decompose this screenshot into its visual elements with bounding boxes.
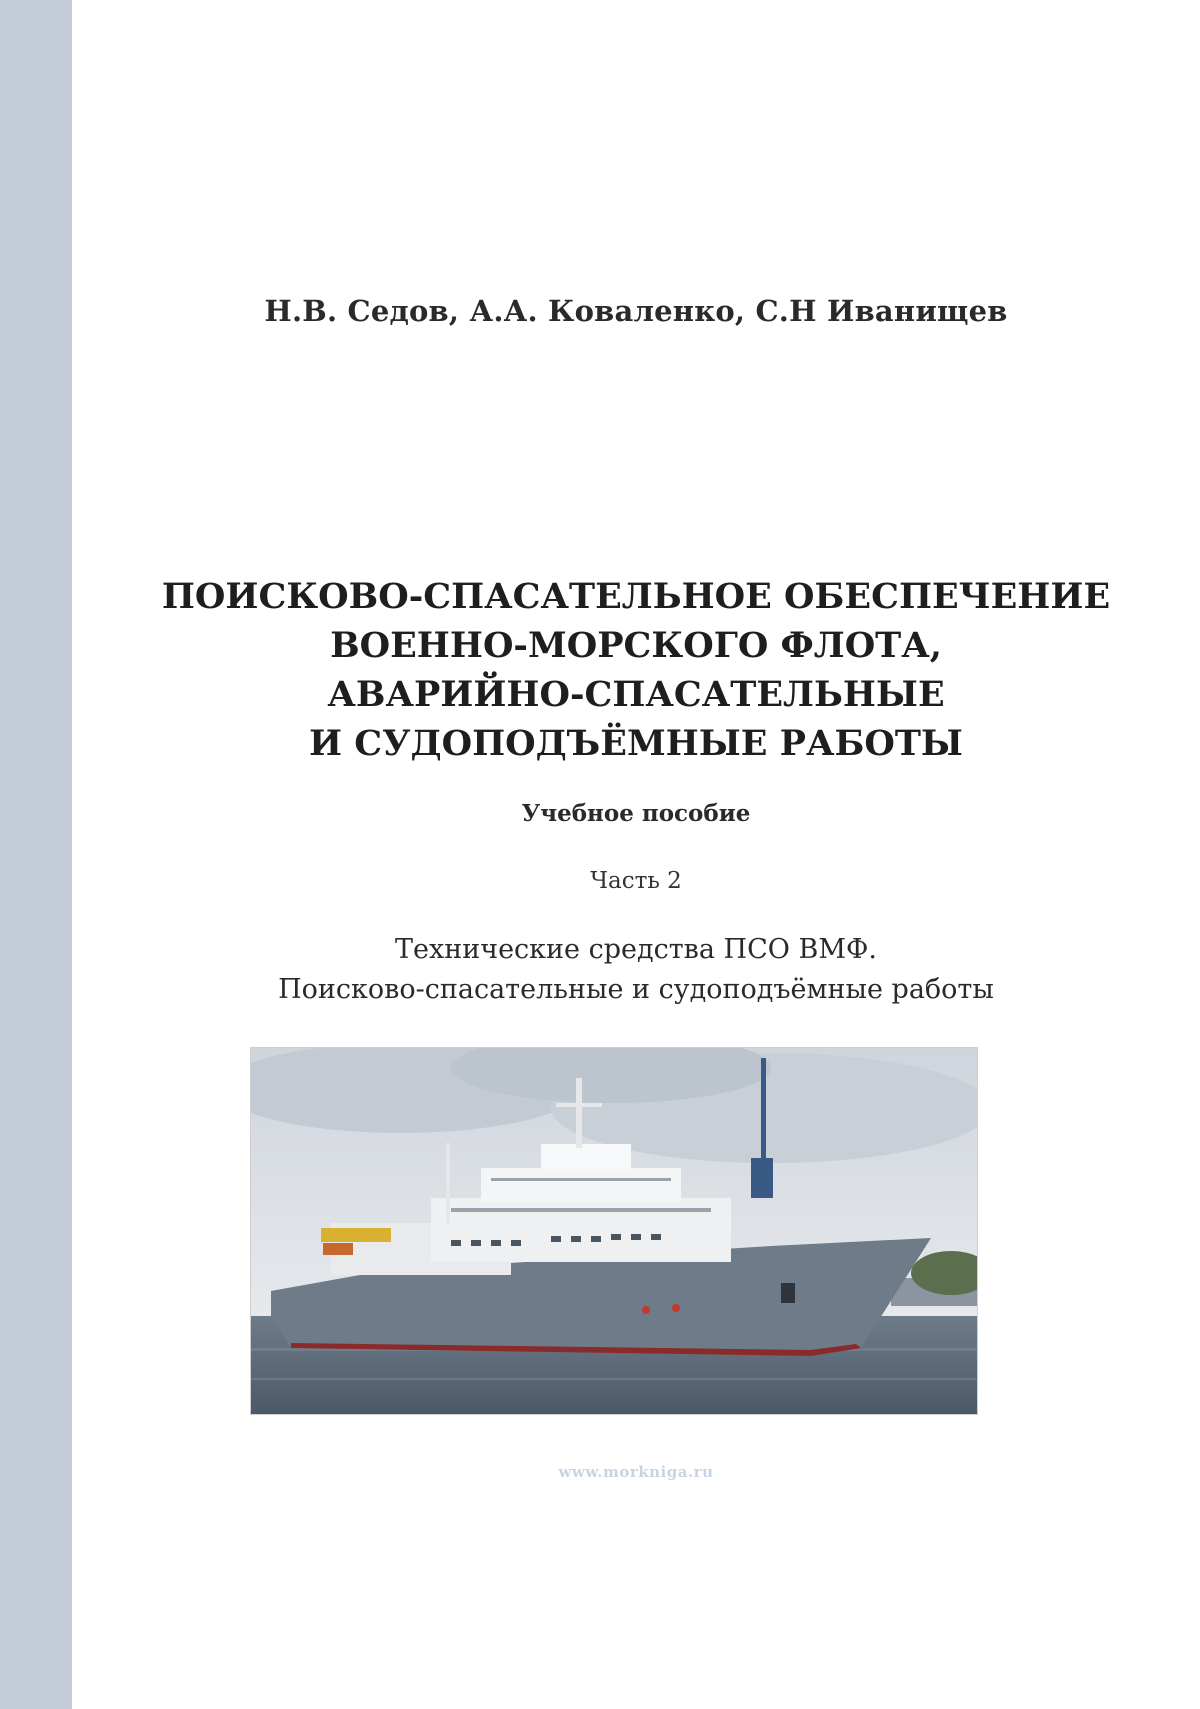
watermark: www.morkniga.ru xyxy=(558,1463,714,1481)
rescue-boat xyxy=(323,1243,353,1255)
subtitle: Учебное пособие xyxy=(521,800,751,827)
title-line: ВОЕННО-МОРСКОГО ФЛОТА, xyxy=(330,625,942,666)
part-number: Часть 2 xyxy=(590,868,682,894)
title-line: ПОИСКОВО-СПАСАТЕЛЬНОЕ ОБЕСПЕЧЕНИЕ xyxy=(161,576,1111,617)
main-mast xyxy=(576,1078,582,1148)
bridge xyxy=(541,1144,631,1170)
ship-illustration xyxy=(251,1048,977,1414)
authors: Н.В. Седов, А.А. Коваленко, С.Н Иванищев xyxy=(264,294,1008,328)
superstructure-upper xyxy=(481,1168,681,1202)
title-line: И СУДОПОДЪЁМНЫЕ РАБОТЫ xyxy=(309,723,963,764)
aft-crane xyxy=(321,1228,391,1242)
description-line: Поисково-спасательные и судоподъёмные работы xyxy=(278,974,994,1005)
cover-spine-band xyxy=(0,0,72,1709)
part-description xyxy=(72,930,1200,1010)
cover-photo-ship xyxy=(250,1047,978,1415)
ship-name-label: ИГОРЬ БЕЛОУСОВ xyxy=(623,1251,708,1261)
aft-mast xyxy=(446,1143,450,1223)
book-title xyxy=(72,572,1200,768)
title-line: АВАРИЙНО-СПАСАТЕЛЬНЫЕ xyxy=(327,674,945,715)
anchor xyxy=(781,1283,795,1303)
description-line: Технические средства ПСО ВМФ. xyxy=(395,934,877,965)
